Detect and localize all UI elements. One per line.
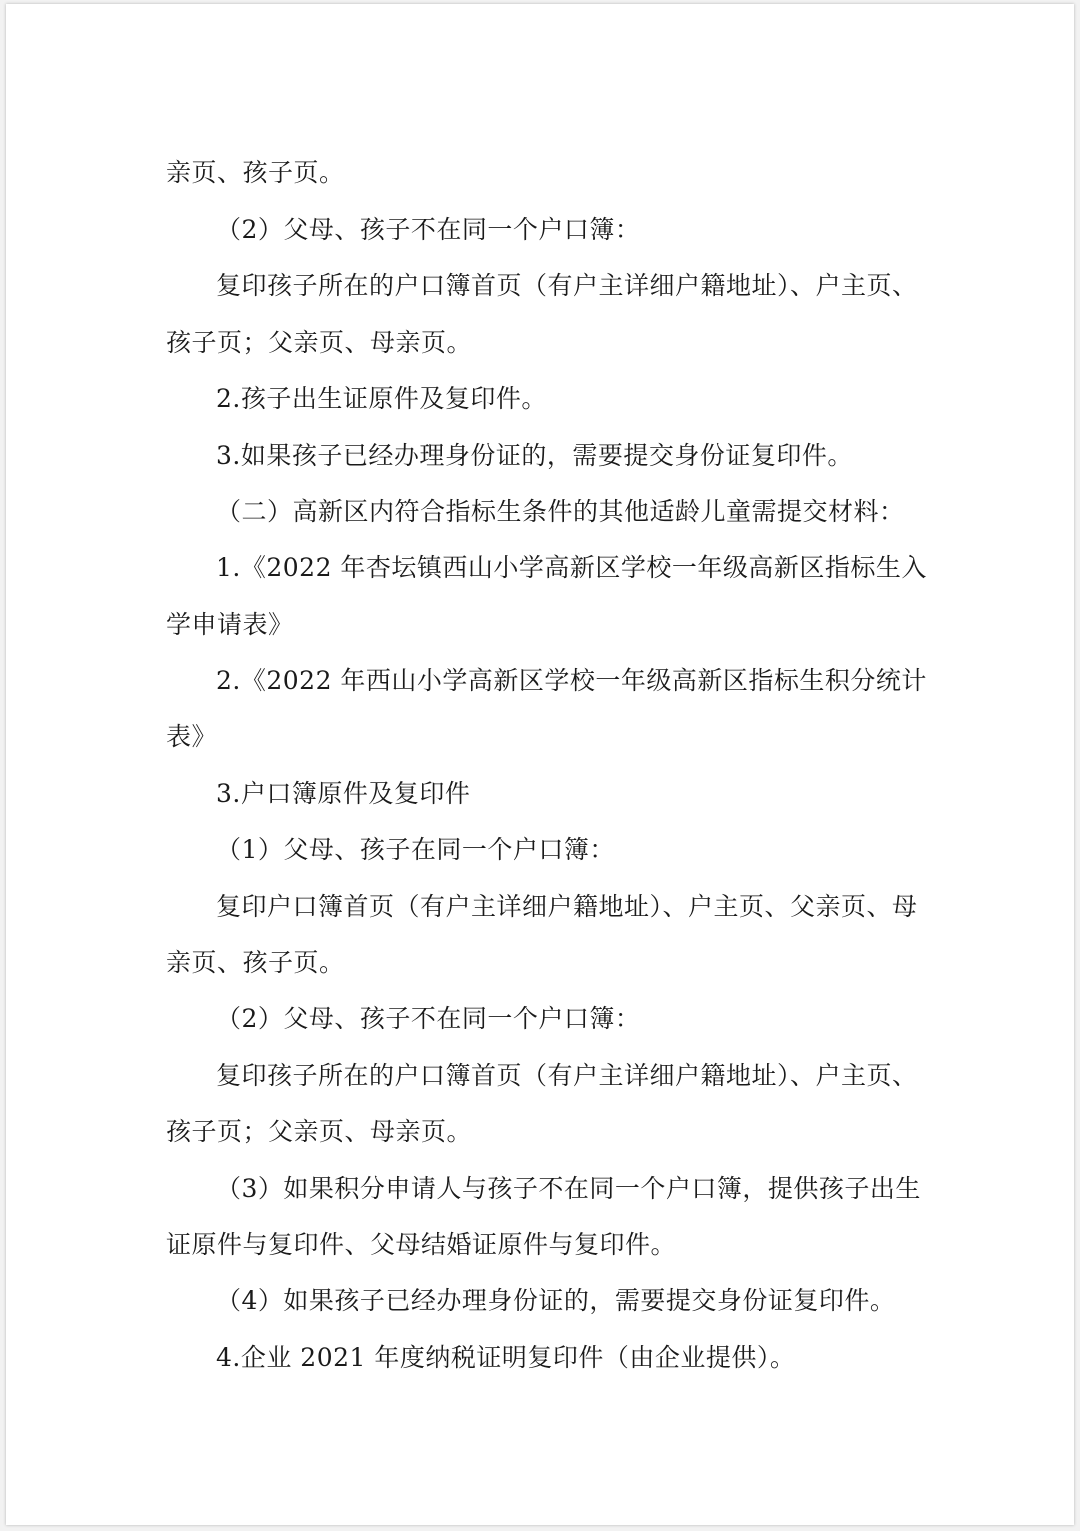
text-line: 证原件与复印件、父母结婚证原件与复印件。 [166, 1230, 677, 1259]
text-line: 学申请表》 [166, 610, 294, 639]
text-line: （2）父母、孩子不在同一个户口簿： [216, 1004, 641, 1033]
text-line: （二）高新区内符合指标生条件的其他适龄儿童需提交材料： [216, 497, 905, 526]
text-line: 表》 [166, 722, 218, 751]
text-line: 孩子页；父亲页、母亲页。 [166, 1117, 473, 1146]
document-page [6, 4, 1074, 1525]
text-line: 1.《2022 年杏坛镇西山小学高新区学校一年级高新区指标生入 [216, 553, 927, 582]
text-line: 4.企业 2021 年度纳税证明复印件（由企业提供）。 [216, 1343, 796, 1372]
text-line: 亲页、孩子页。 [166, 158, 345, 187]
text-line: （4）如果孩子已经办理身份证的，需要提交身份证复印件。 [216, 1286, 896, 1315]
text-line: 3.如果孩子已经办理身份证的，需要提交身份证复印件。 [216, 441, 853, 470]
text-line: （3）如果积分申请人与孩子不在同一个户口簿，提供孩子出生 [216, 1174, 921, 1203]
text-line: 复印孩子所在的户口簿首页（有户主详细户籍地址）、户主页、 [216, 271, 918, 300]
text-line: 亲页、孩子页。 [166, 948, 345, 977]
text-line: （1）父母、孩子在同一个户口簿： [216, 835, 615, 864]
text-line: 复印户口簿首页（有户主详细户籍地址）、户主页、父亲页、母 [216, 892, 918, 921]
text-line: 3.户口簿原件及复印件 [216, 779, 471, 808]
text-line: 2.孩子出生证原件及复印件。 [216, 384, 547, 413]
text-line: 复印孩子所在的户口簿首页（有户主详细户籍地址）、户主页、 [216, 1061, 918, 1090]
text-line: 2.《2022 年西山小学高新区学校一年级高新区指标生积分统计 [216, 666, 927, 695]
text-line: 孩子页；父亲页、母亲页。 [166, 328, 473, 357]
text-line: （2）父母、孩子不在同一个户口簿： [216, 215, 641, 244]
